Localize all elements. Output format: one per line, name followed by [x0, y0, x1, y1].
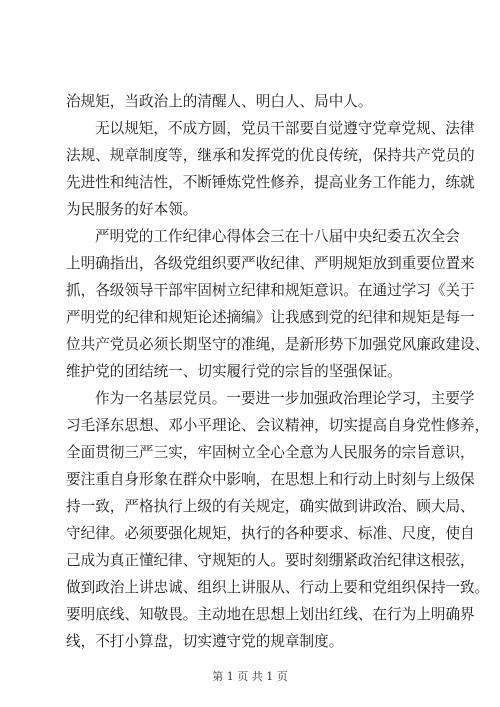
text-line: 守纪律。必须要强化规矩，执行的各种要求、标准、尺度，使自 [66, 525, 475, 542]
text-line: 抓，各级领导干部牢固树立纪律和规矩意识。在通过学习《关于 [66, 282, 475, 299]
text-line: 做到政治上讲忠诚、组织上讲服从、行动上要和党组织保持一致。 [66, 579, 490, 596]
document-body [66, 88, 490, 655]
text-line: 线，不打小算盘，切实遵守党的规章制度。 [66, 633, 344, 650]
text-line: 位共产党员必须长期坚守的准绳，是新形势下加强党风廉政建设、 [66, 336, 490, 353]
text-line: 己成为真正懂纪律、守规矩的人。要时刻绷紧政治纪律这根弦， [66, 552, 475, 569]
text-line: 要明底线、知敬畏。主动地在思想上划出红线、在行为上明确界 [66, 606, 475, 623]
text-line: 维护党的团结统一、切实履行党的宗旨的坚强保证。 [66, 363, 402, 380]
text-line: 先进性和纯洁性，不断锤炼党性修养，提高业务工作能力，练就 [66, 174, 475, 191]
text-line: 上明确指出，各级党组织要严收纪律、严明规矩放到重要位置来 [66, 255, 475, 272]
text-line: 法规、规章制度等，继承和发挥党的优良传统，保持共产党员的 [66, 147, 475, 164]
paragraph-start-line: 作为一名基层党员。一要进一步加强政治理论学习，主要学 [95, 390, 475, 407]
paragraph-start-line: 严明党的工作纪律心得体会三在十八届中央纪委五次全会 [95, 228, 460, 245]
text-line: 治规矩，当政治上的清醒人、明白人、局中人。 [66, 93, 373, 110]
paragraph-start-line: 无以规矩，不成方圆，党员干部要自觉遵守党章党规、法律 [95, 120, 475, 137]
text-line: 为民服务的好本领。 [66, 201, 198, 218]
text-line: 持一致，严格执行上级的有关规定，确实做到讲政治、顾大局、 [66, 498, 475, 515]
page-number-footer: 第 1 页 共 1 页 [212, 670, 288, 683]
text-line: 习毛泽东思想、邓小平理论、会议精神，切实提高自身党性修养， [66, 417, 490, 434]
text-line: 严明党的纪律和规矩论述摘编》让我感到党的纪律和规矩是每一 [66, 309, 475, 326]
text-line: 要注重自身形象在群众中影响，在思想上和行动上时刻与上级保 [66, 471, 475, 488]
text-line: 全面贯彻三严三实，牢固树立全心全意为人民服务的宗旨意识， [66, 444, 475, 461]
